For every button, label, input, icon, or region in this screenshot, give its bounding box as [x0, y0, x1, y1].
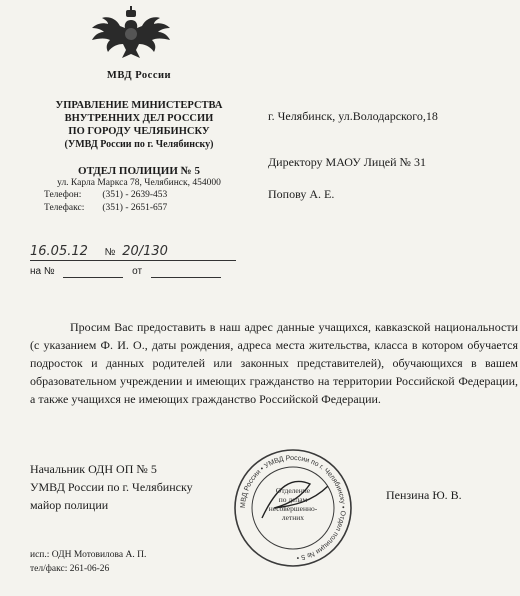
na-blank: [63, 266, 123, 278]
signatory-rank: майор полиции: [30, 498, 109, 512]
na-label: на №: [30, 266, 55, 277]
official-stamp: [232, 446, 354, 570]
stamp-line-1: Отделение: [275, 486, 311, 495]
ref-underline: [30, 260, 236, 261]
department-name: ОТДЕЛ ПОЛИЦИИ № 5: [78, 165, 200, 177]
executor-name: исп.: ОДН Мотовилова А. П.: [30, 550, 147, 560]
ministry-name: МВД России: [106, 70, 172, 81]
signatory-title-1: Начальник ОДН ОП № 5: [30, 462, 157, 476]
executor-phone: тел/факс: 261-06-26: [30, 564, 110, 574]
signatory-title-2: УМВД России по г. Челябинску: [30, 480, 193, 494]
fax-label: Телефакс:: [44, 203, 85, 213]
ot-blank: [151, 266, 221, 278]
fax-line: [44, 202, 264, 215]
recipient-city-address: г. Челябинск, ул.Володарского,18: [268, 109, 438, 123]
ot-label: от: [132, 266, 143, 277]
recipient-block: [268, 108, 516, 202]
stamp-ring-text: МВД России • УМВД России по г. Челябинску • Отдел полиции № 5 •: [239, 454, 347, 561]
org-line-1: УПРАВЛЕНИЕ МИНИСТЕРСТВА: [55, 100, 223, 111]
letter-body: Просим Вас предоставить в наш адрес данные учащихся, кавказской национальности (с указанием Ф. И. О., даты рождения, адреса места жительства, класса в котором обучается подросток и данных родителей или законных представителей), обучающихся в вашем образовательном учреждении и имеющих гражданство на территории Российской Федерации, а также учащихся не имеющих гражданство Российской Федерации.: [30, 320, 518, 406]
org-line-3: ПО ГОРОДУ ЧЕЛЯБИНСКУ: [68, 126, 210, 137]
executor-block: [30, 548, 146, 576]
incoming-ref-line: [30, 266, 236, 278]
phone-label: Телефон:: [44, 190, 82, 200]
org-abbreviation: (УМВД России по г. Челябинску): [64, 139, 214, 150]
signatory-name: Пензина Ю. В.: [386, 488, 462, 502]
recipient-name: Попову А. Е.: [268, 187, 335, 201]
number-label: №: [104, 247, 116, 258]
stamp-line-2: по делам: [278, 495, 308, 504]
fax-value: (351) - 2651-657: [102, 203, 168, 213]
sender-address: ул. Карла Маркса 78, Челябинск, 454000: [57, 178, 221, 188]
phone-line: [44, 189, 264, 202]
recipient-position: Директору МАОУ Лицей № 31: [268, 155, 426, 169]
double-headed-eagle-emblem-icon: [90, 6, 172, 68]
outgoing-ref-line: [30, 244, 236, 259]
stamp-line-4: летних: [281, 513, 305, 522]
stamp-center-text: [258, 486, 328, 522]
stamp-line-3: несовершенно-: [268, 504, 318, 513]
handwritten-date: 16.05.12: [30, 244, 88, 259]
sender-block: [14, 70, 264, 215]
handwritten-number: 20/130: [122, 244, 168, 259]
phone-value: (351) - 2639-453: [102, 190, 168, 200]
org-line-2: ВНУТРЕННИХ ДЕЛ РОССИИ: [64, 113, 214, 124]
signatory-block: [30, 460, 193, 514]
